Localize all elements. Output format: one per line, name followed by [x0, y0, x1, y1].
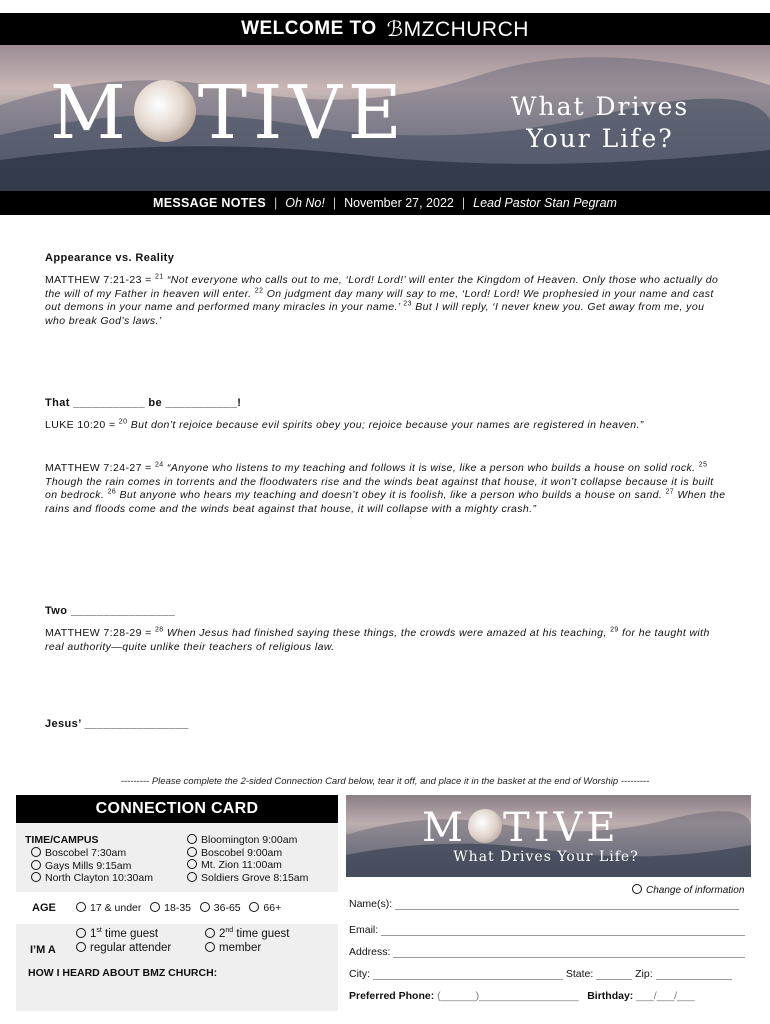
- zip-label: Zip:: [635, 968, 653, 980]
- card-tagline: What Drives Your Life?: [453, 849, 639, 865]
- verse-number: 28: [155, 626, 164, 634]
- campus-option[interactable]: [187, 847, 308, 860]
- ima-label-text: 1: [90, 928, 97, 940]
- birthday-label: Birthday:: [587, 990, 634, 1002]
- age-option[interactable]: [76, 902, 141, 914]
- phone-birthday-row: [349, 990, 695, 1002]
- radio-icon[interactable]: [187, 859, 197, 869]
- verse-text: Though the rain comes in torrents and the floodwaters rise and the winds beat against that house, it won’t collapse because it is built on bedrock.: [45, 475, 714, 502]
- birthday-line[interactable]: ___/___/___: [636, 990, 695, 1002]
- change-of-info-label: Change of information: [646, 885, 745, 896]
- address-line[interactable]: [393, 957, 745, 958]
- phone-label: Preferred Phone:: [349, 990, 435, 1002]
- names-line[interactable]: [395, 909, 739, 910]
- scripture-ref: MATTHEW 7:24-27 =: [45, 462, 155, 474]
- verse-text: But I will reply, ‘I never knew you. Get away from me, you who break God’s laws.’: [45, 301, 705, 327]
- ima-label-text: time guest: [233, 928, 290, 940]
- card-globe-icon: [468, 809, 502, 843]
- ordinal: nd: [225, 927, 234, 935]
- verse-text: When Jesus had finished saying these things, the crowds were amazed at his teaching,: [163, 627, 611, 639]
- age-value: 36-65: [213, 902, 241, 914]
- email-field[interactable]: [349, 924, 745, 936]
- radio-icon[interactable]: [187, 847, 197, 857]
- section-heading-appearance: Appearance vs. Reality: [45, 252, 175, 264]
- radio-icon[interactable]: [150, 902, 160, 912]
- church-logo: ℬMZCHURCH: [386, 17, 529, 41]
- message-notes-label: MESSAGE NOTES: [153, 196, 266, 210]
- sermon-date: November 27, 2022: [344, 196, 454, 210]
- radio-icon[interactable]: [200, 902, 210, 912]
- radio-icon[interactable]: [76, 928, 86, 938]
- verse-number: 20: [118, 418, 128, 426]
- radio-icon[interactable]: [31, 847, 41, 857]
- email-line[interactable]: [381, 935, 745, 936]
- city-label: City:: [349, 968, 370, 980]
- connection-card-left: [16, 795, 338, 1011]
- city-line[interactable]: [373, 979, 563, 980]
- address-label: Address:: [349, 946, 391, 958]
- verse-number: 23: [403, 300, 412, 308]
- phone-line[interactable]: (______)_________________: [437, 990, 579, 1002]
- state-line[interactable]: [596, 979, 632, 980]
- age-option[interactable]: [150, 902, 191, 914]
- card-motive-m: M: [422, 805, 467, 851]
- ima-label-text: regular attender: [90, 942, 172, 954]
- radio-icon[interactable]: [249, 902, 259, 912]
- verse-text: “Anyone who listens to my teaching and follows it is wise, like a person who builds a house on solid rock.: [163, 462, 699, 474]
- verse-text: On judgment day many will say to me, ‘Lord! Lord! We prophesied in your name and cast out demons in your name and performed many miracles in your name.’: [45, 287, 714, 314]
- age-value: 17 & under: [90, 902, 142, 914]
- radio-icon[interactable]: [205, 928, 215, 938]
- age-options: [76, 902, 281, 915]
- campus-label: Soldiers Grove 8:15am: [201, 871, 309, 884]
- radio-icon[interactable]: [31, 872, 41, 882]
- scripture-ref: LUKE 10:20 =: [45, 419, 119, 431]
- verse-text: But don’t rejoice because evil spirits obey you; rejoice because your names are registered in heaven.”: [127, 419, 644, 431]
- verse-text: But anyone who hears my teaching and doesn’t obey it is foolish, like a person who builds a house on sand.: [116, 489, 666, 502]
- card-motive-rest: TIVE: [502, 805, 620, 851]
- campus-option[interactable]: [31, 847, 153, 860]
- ima-option[interactable]: [76, 941, 171, 955]
- section-heading-jesus: Jesus’ ________________: [45, 718, 189, 730]
- section-heading-two: Two ________________: [45, 605, 176, 617]
- verse-number: 24: [155, 461, 164, 469]
- ima-label-text: time guest: [101, 928, 159, 940]
- campus-option[interactable]: [187, 859, 308, 872]
- verse-number: 29: [610, 626, 619, 634]
- campus-option[interactable]: [187, 834, 308, 847]
- verse-text: “Not everyone who calls out to me, ‘Lord! Lord!’ will enter the Kingdom of Heaven. Only those who actually do the will of my Father in heaven will enter.: [45, 274, 719, 300]
- campus-option[interactable]: [31, 872, 153, 885]
- ima-label-text: member: [219, 942, 262, 954]
- radio-icon[interactable]: [76, 902, 86, 912]
- sermon-title: Oh No!: [285, 196, 325, 210]
- separator: |: [273, 196, 278, 210]
- ima-option[interactable]: [205, 927, 289, 941]
- campus-option[interactable]: [187, 872, 308, 885]
- radio-icon[interactable]: [31, 860, 41, 870]
- radio-icon[interactable]: [76, 942, 86, 952]
- message-notes-bar: [0, 191, 770, 215]
- change-of-info-option[interactable]: [632, 884, 744, 896]
- age-label: AGE: [32, 902, 56, 914]
- section-heading-that-be: That ___________ be ___________!: [45, 397, 242, 409]
- ordinal: st: [96, 927, 102, 935]
- verse-text: for he taught with real authority—quite unlike their teachers of religious law.: [45, 627, 710, 653]
- city-state-zip-row: [349, 968, 732, 980]
- ima-label: I’M A: [30, 944, 56, 956]
- motive-title-m: M: [50, 70, 132, 156]
- verse-number: 27: [665, 488, 675, 496]
- campus-label: Boscobel 9:00am: [201, 846, 283, 859]
- motive-banner: [0, 45, 770, 191]
- welcome-text: WELCOME TO: [241, 18, 377, 39]
- scripture-ref: MATTHEW 7:21-23 =: [45, 274, 155, 286]
- age-option[interactable]: [249, 902, 281, 914]
- campus-label: Gays Mills 9:15am: [45, 859, 132, 872]
- verse-number: 22: [254, 287, 264, 295]
- state-label: State:: [565, 968, 594, 980]
- verse-text: When the rains and floods come and the winds beat against that house, it will collapse with a mighty crash.”: [45, 489, 726, 515]
- verse-number: 21: [155, 273, 164, 281]
- ima-option[interactable]: [76, 927, 171, 941]
- radio-icon[interactable]: [205, 942, 215, 952]
- campus-label: Bloomington 9:00am: [201, 834, 298, 846]
- age-value: 18-35: [164, 902, 191, 914]
- campus-option[interactable]: [31, 860, 153, 873]
- age-value: 66+: [263, 902, 282, 914]
- radio-icon[interactable]: [187, 834, 197, 844]
- campus-label: Boscobel 7:30am: [45, 847, 127, 859]
- tagline-line2: Your Life?: [526, 124, 674, 153]
- radio-icon[interactable]: [632, 884, 642, 894]
- scripture-matthew-7-24: [45, 462, 727, 516]
- connection-card-title: CONNECTION CARD: [16, 795, 338, 823]
- tagline-line1: What Drives: [510, 92, 690, 121]
- age-option[interactable]: [200, 902, 241, 914]
- scripture-luke-10-20: [45, 419, 727, 433]
- motive-globe-icon: [134, 80, 196, 142]
- time-campus-label: TIME/CAMPUS: [25, 834, 99, 846]
- separator: |: [461, 196, 466, 210]
- separator: |: [332, 196, 337, 210]
- pastor-name: Lead Pastor Stan Pegram: [473, 196, 617, 210]
- email-label: Email:: [349, 924, 379, 936]
- heard-about-label: HOW I HEARD ABOUT BMZ CHURCH:: [28, 967, 218, 979]
- campus-label: North Clayton 10:30am: [45, 872, 153, 884]
- ima-option[interactable]: [205, 941, 289, 955]
- verse-number: 25: [698, 461, 708, 469]
- scripture-matthew-7-28: [45, 627, 727, 654]
- scripture-matthew-7-21: [45, 274, 727, 328]
- scripture-ref: MATTHEW 7:28-29 =: [45, 627, 155, 639]
- radio-icon[interactable]: [187, 872, 197, 882]
- address-field[interactable]: [349, 946, 745, 958]
- verse-number: 26: [107, 488, 117, 496]
- ima-label-text: 2: [219, 928, 226, 940]
- motive-title-rest: TIVE: [197, 70, 408, 156]
- names-label: Name(s):: [349, 898, 393, 910]
- welcome-bar: [0, 13, 770, 45]
- campus-label: Mt. Zion 11:00am: [201, 859, 282, 871]
- connection-card-banner: [346, 795, 751, 877]
- zip-line[interactable]: [656, 979, 732, 980]
- names-field[interactable]: [349, 898, 739, 910]
- tear-off-instructions: --------- Please complete the 2-sided Connection Card below, tear it off, and place it in the basket at the end of Worship ---------: [120, 776, 650, 787]
